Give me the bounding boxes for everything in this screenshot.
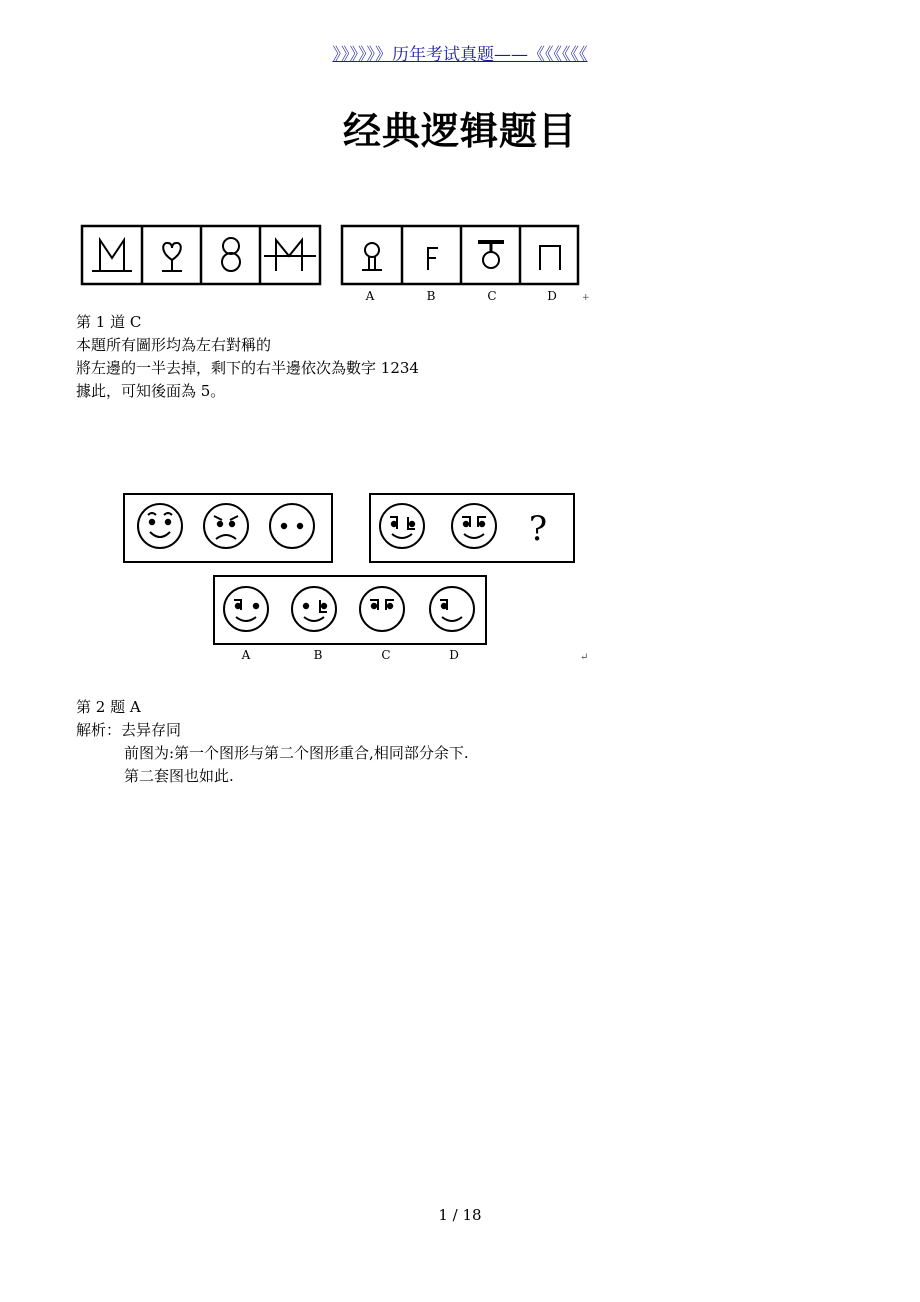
option-label-a: A <box>365 289 375 303</box>
question2-explanation <box>76 696 469 788</box>
glyph-crossed-m-icon <box>264 240 316 271</box>
option-label-c: C <box>487 289 497 303</box>
question2-line: 前图为:第一个图形与第二个图形重合,相同部分余下. <box>124 744 469 762</box>
question2-analysis-label: 解析：去异存同 <box>76 721 182 739</box>
question1-line: 本題所有圖形均為左右對稱的 <box>76 336 272 354</box>
header-link[interactable]: 》》》》》》历年考试真题——《《《《《《 <box>332 45 588 65</box>
question1-answer: 第 1 道 C <box>76 313 142 331</box>
option-a-face-icon <box>224 587 268 631</box>
option-c-face-icon <box>360 587 404 631</box>
option-a-glyph-icon <box>362 243 382 270</box>
face-eyes-only-icon <box>270 504 314 548</box>
option-label-a: A <box>241 648 251 662</box>
face-angry-icon <box>204 504 248 548</box>
page-indicator: 1 / 18 <box>438 1206 482 1224</box>
option-b-glyph-icon <box>428 248 438 270</box>
puzzle-figure-1 <box>76 216 596 316</box>
question1-line: 將左邊的一半去掉，剩下的右半邊依次為數字 1234 <box>76 359 419 377</box>
option-c-glyph-icon <box>478 242 504 268</box>
option-label-d: D <box>547 289 557 303</box>
option-b-face-icon <box>292 587 336 631</box>
option-d-face-icon <box>430 587 474 631</box>
face-double-brow-icon <box>452 504 496 548</box>
option-label-b: B <box>313 648 323 662</box>
question-mark: ? <box>528 509 548 549</box>
option-d-glyph-icon <box>540 246 560 270</box>
option-label-c: C <box>381 648 391 662</box>
glyph-eight-icon <box>222 238 240 271</box>
answer-options-box <box>214 576 486 644</box>
question2-answer: 第 2 题 A <box>76 698 141 716</box>
option-label-b: B <box>426 289 436 303</box>
question1-explanation <box>76 311 419 403</box>
glyph-heart-icon <box>162 243 182 271</box>
option-label-d: D <box>449 648 459 662</box>
question2-line: 第二套图也如此. <box>124 767 234 785</box>
face-brackets-icon <box>380 504 424 548</box>
puzzle-figure-2 <box>118 484 598 670</box>
page-title: 经典逻辑题目 <box>342 109 577 153</box>
face-smile-brows-icon <box>138 504 182 548</box>
question1-line: 據此，可知後面為 5。 <box>76 382 226 400</box>
paragraph-mark-icon: + <box>582 293 590 303</box>
return-mark-icon: ↵ <box>580 652 589 663</box>
glyph-m-icon <box>92 240 132 271</box>
